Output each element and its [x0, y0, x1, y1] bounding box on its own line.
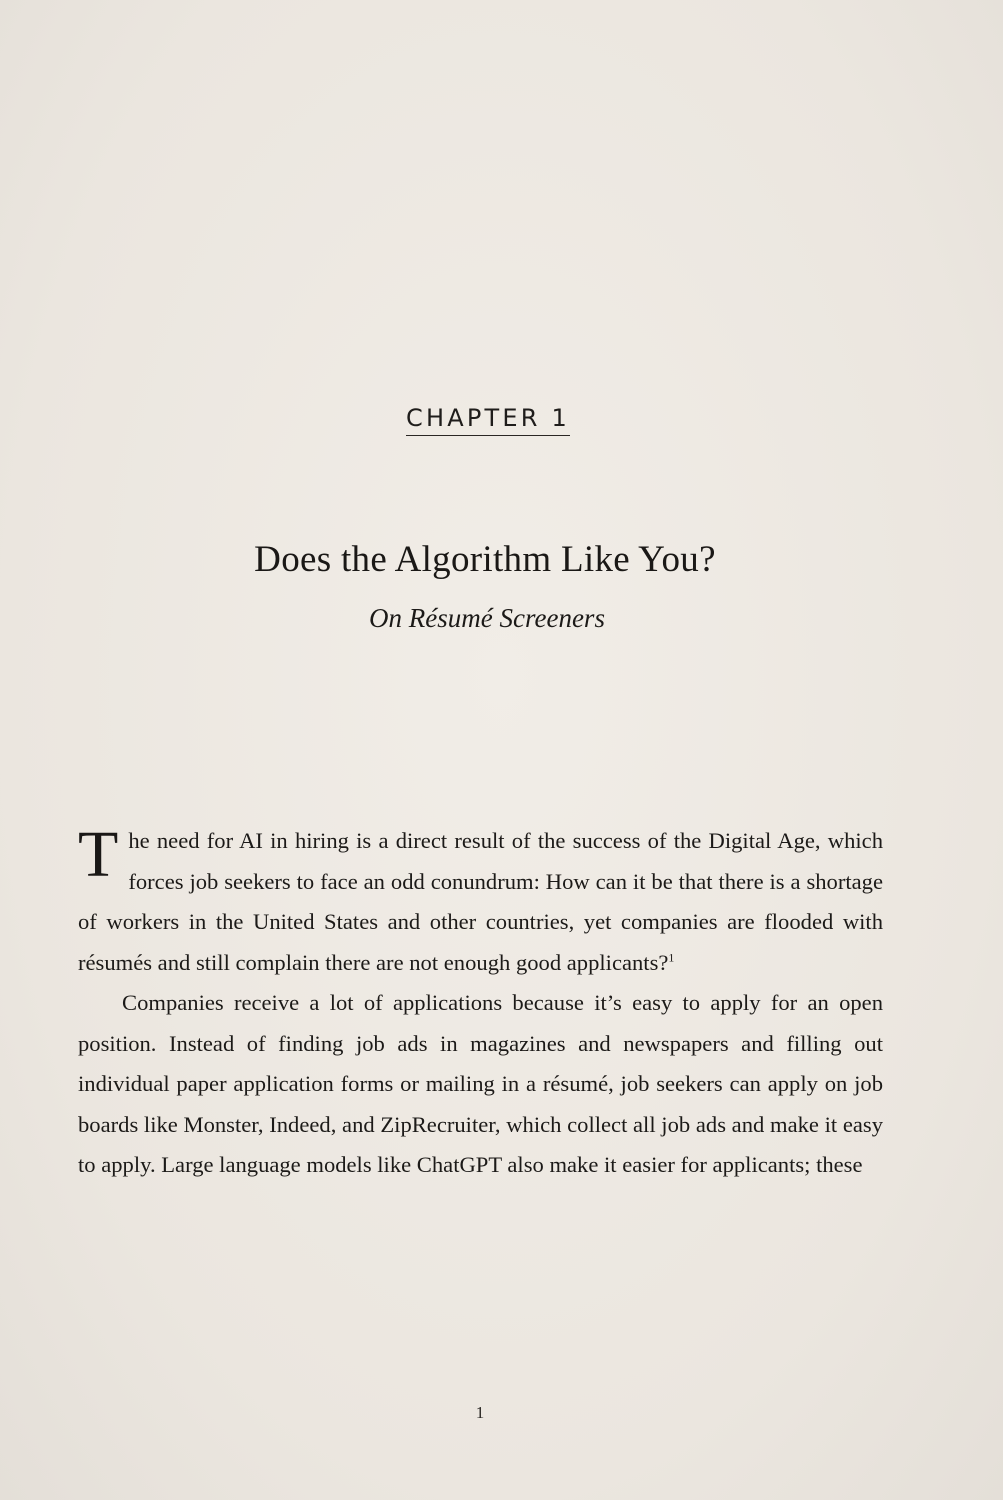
paragraph-1-text: he need for AI in hiring is a direct result of the success of the Digital Age, which forces job seekers to face an odd conundrum: How can it be that there is a shortage of workers in the United States and other countries, yet companies are flooded with résumés and still complain there are not enough good applicants?	[78, 828, 883, 975]
page-number: 1	[475, 1403, 485, 1422]
paragraph-1	[78, 818, 883, 983]
footnote-marker: 1	[668, 949, 675, 964]
chapter-subtitle: On Résumé Screeners	[369, 603, 605, 633]
drop-cap: T	[78, 818, 119, 891]
body-text	[78, 818, 883, 1186]
chapter-label	[0, 404, 976, 436]
chapter-label-text: CHAPTER 1	[406, 404, 570, 436]
paragraph-2: Companies receive a lot of applications because it’s easy to apply for an open position. Instead of finding job ads in magazines and newspapers and filling out individual paper application forms or mailing in a résumé, job seekers can apply on job boards like Monster, Indeed, and ZipRecruiter, which collect all job ads and make it easy to apply. Large language models like ChatGPT also make it easier for applicants; these	[78, 990, 883, 1177]
chapter-title: Does the Algorithm Like You?	[254, 539, 716, 580]
